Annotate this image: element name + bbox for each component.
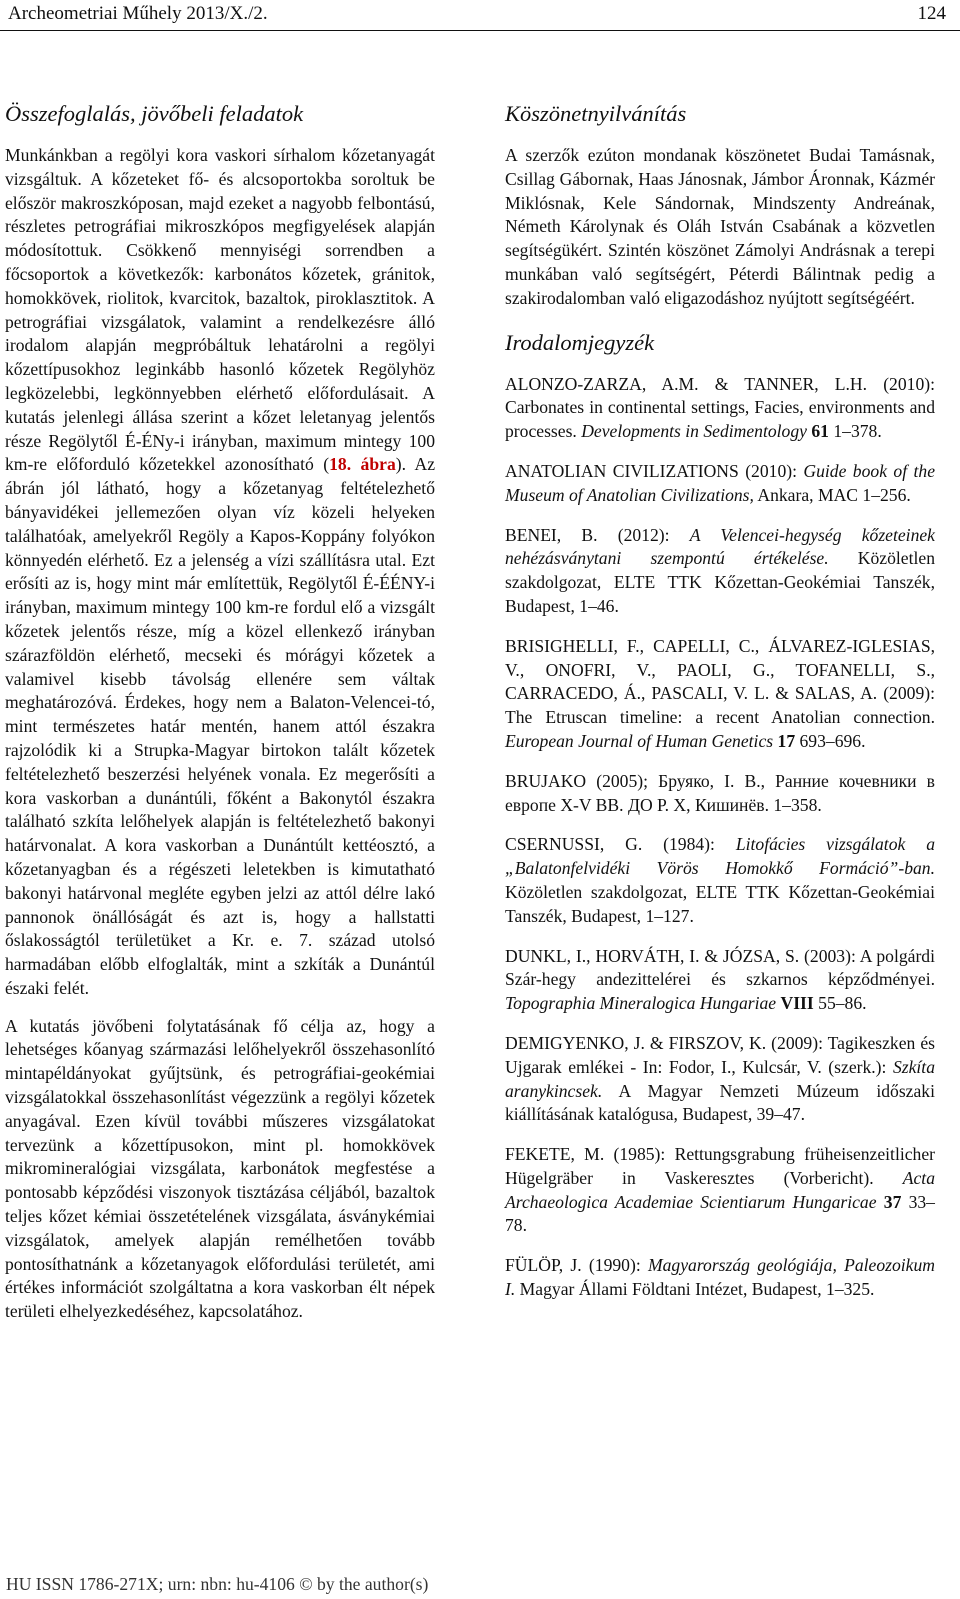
section-heading-references: Irodalomjegyzék: [505, 329, 655, 355]
future-work-paragraph: A kutatás jövőbeni folytatásának fő célja az, hogy a lehetséges kőanyag származási lelőhelyekről összehasonlító mintapéldányokat gyűjtsünk, és petrográfiai-geokémiai vizsgálatokkal összehasonlítást végezzünk a regölyi kőzetek anyagával. Ezen kívül további műszeres vizsgálatokat tervezünk a kőzettípusokon, mint pl. homokkövek mikromineralógiai vizsgálata, karbonátok megfestése a pontosabb képződési viszonyok tisztázása céljából, bazaltok teljes kőzet kémiai összetételének vizsgálata, ásványkémiai vizsgálatok, amelyek alapján remélhetően tovább pontosíthatnánk a kőzetanyagok előfordulási területét, ami értékes információt szolgáltatna a kora vaskorban élt népek területi elhelyezkedéséhez, kapcsolatához.: [5, 1015, 435, 1322]
page-header: [8, 2, 946, 26]
reference-item: FEKETE, M. (1985): Rettungsgrabung früheisenzeitlicher Hügelgräber in Vaskeresztes (Vorbericht). Acta Archaeologica Academiae Scientiarum Hungaricae 37 33–78.: [505, 1144, 935, 1236]
reference-list: [505, 373, 935, 1302]
journal-title: Archeometriai Műhely 2013/X./2.: [8, 3, 268, 24]
section-heading-acknowledgements: Köszönetnyilvánítás: [505, 101, 687, 126]
header-rule: [0, 30, 960, 31]
figure-reference-link[interactable]: 18. ábra: [329, 454, 396, 475]
acknowledgements-paragraph: A szerzők ezúton mondanak köszönetet Budai Tamásnak, Csillag Gábornak, Haas Jánosnak, Jámbor Áronnak, Kázmér Miklósnak, Kele Sándornak, Mindszenty Andreának, Németh Károlynak és Oláh István Csabának a közvetlen segítségükért. Szintén köszönet Zámolyi Andrásnak a terepi munkában való segítségért, Péterdi Bálintnak pedig a szakirodalomban való eligazodáshoz nyújtott segítségéért.: [505, 145, 935, 308]
right-column: [505, 100, 935, 1318]
left-column: [5, 100, 435, 1338]
section-heading-summary: Összefoglalás, jövőbeli feladatok: [5, 101, 304, 126]
reference-item: CSERNUSSI, G. (1984): Litofácies vizsgálatok a „Balatonfelvidéki Vörös Homokkő Formáció”-ban. Közöletlen szakdolgozat, ELTE TTK Kőzettan-Geokémiai Tanszék, Budapest, 1–127.: [505, 834, 935, 926]
reference-item: ANATOLIAN CIVILIZATIONS (2010): Guide book of the Museum of Anatolian Civilizations, Ankara, MAC 1–256.: [505, 460, 935, 505]
reference-item: BRISIGHELLI, F., CAPELLI, C., ÁLVAREZ-IGLESIAS, V., ONOFRI, V., PAOLI, G., TOFANELLI, S., CARRACEDO, Á., PASCALI, V. L. & SALAS, A. (2009): The Etruscan timeline: a recent Anatolian connection. European Journal of Human Genetics 17 693–696.: [505, 635, 935, 751]
reference-item: ALONZO-ZARZA, A.M. & TANNER, L.H. (2010): Carbonates in continental settings, Facies, environments and processes. Developments in Sedimentology 61 1–378.: [505, 373, 935, 442]
reference-item: BRUJAKO (2005); Бруяко, I. B., Ранние кочевники в европе X-V ВВ. ДО Р. Х, Кишинёв. 1–358.: [505, 770, 935, 815]
reference-item: DUNKL, I., HORVÁTH, I. & JÓZSA, S. (2003): A polgárdi Szár-hegy andezittelérei és szkarnos képződményei. Topographia Mineralogica Hungariae VIII 55–86.: [505, 945, 935, 1014]
summary-paragraph: Munkánkban a regölyi kora vaskori sírhalom kőzetanyagát vizsgáltuk. A kőzeteket fő- és alcsoportokba soroltuk be először makroszkóposan, majd ezeket a nagyobb felbontású, részletes petrográfiai mikroszkópos megfigyelések alapján módosítottuk. Csökkenő mennyiségi sorrendben a főcsoportok a következők: karbonátos kőzetek, gránitok, homokkövek, riolitok, kvarcitok, bazaltok, piroklasztitok. A petrográfiai vizsgálatok, valamint a rendelkezésre álló irodalom alapján megpróbáltuk lehatárolni a regölyi kőzettípusokhoz leginkább hasonló kőzetek Regölyhöz legközelebbi, legkönnyebben elérhető előfordulásait. A kutatás jelenlegi állása szerint a kőzet leletanyag jelentős része Regölytől É-ÉNy-i irányban, maximum mintegy 100 km-re előforduló kőzetekkel azonosítható (18. ábra). Az ábrán jól látható, hogy a kőzetanyag feltételezhető bányavidékei jellemezően olyan víz közeli helyeken találhatóak, amelyekről Regöly a Kapos-Koppány folyókon könnyedén elérhető. Ez a jelenség a vízi szállításra utal. Ezt erősíti az is, hogy mint már említettük, Regölytől É-ÉÉNY-i irányban, maximum mintegy 100 km-re fordul elő a vizsgált kőzetek jelentős része, míg a közel ellenkező irányban szárazföldön elérhető, mecseki és mórágyi kőzetek a valamivel kisebb távolság ellenére sem váltak meghatározóvá. Érdekes, hogy nem a Balaton-Velencei-tó, mint természetes határ mentén, hanem attól északra rajzolódik ki a Strupka-Magyar birtokon talált kőzetek feltételezhető beszerzési helyének vonala. Ez megerősíti a kora vaskorban a dunántúli, főként a Bakonytól északra található szkíta lelőhelyek alapján is feltételezhető bakonyi határvonalat. A kora vaskorban a Dunántúlt kettéosztó, a kőzetanyagban és a régészeti leletekben is kimutatható bakonyi határvonal megléte egyben jelzi az attól délre lakó pannonok önállóságát és azt is, hogy a hallstatti őslakosságtól területüket a Kr. e. 7. század utolsó harmadában előbb elfoglalták, mint a szkíták a Dunántúl északi felét.: [5, 145, 436, 998]
reference-item: BENEI, B. (2012): A Velencei-hegység kőzeteinek nehézásványtani szempontú értékelése. Közöletlen szakdolgozat, ELTE TTK Kőzettan-Geokémiai Tanszék, Budapest, 1–46.: [505, 524, 935, 616]
page-number: 124: [917, 3, 946, 24]
reference-item: DEMIGYENKO, J. & FIRSZOV, K. (2009): Tagikeszken és Ujgarak emlékei - In: Fodor, I., Kulcsár, V. (szerk.): Szkíta aranykincsek. A Magyar Nemzeti Múzeum időszaki kiállításának katalógusa, Budapest, 39–47.: [505, 1032, 935, 1125]
page-footer: HU ISSN 1786-271X; urn: nbn: hu-4106 © by the author(s): [6, 1574, 429, 1594]
reference-item: FÜLÖP, J. (1990): Magyarország geológiája, Paleozoikum I. Magyar Állami Földtani Intézet, Budapest, 1–325.: [505, 1255, 935, 1300]
